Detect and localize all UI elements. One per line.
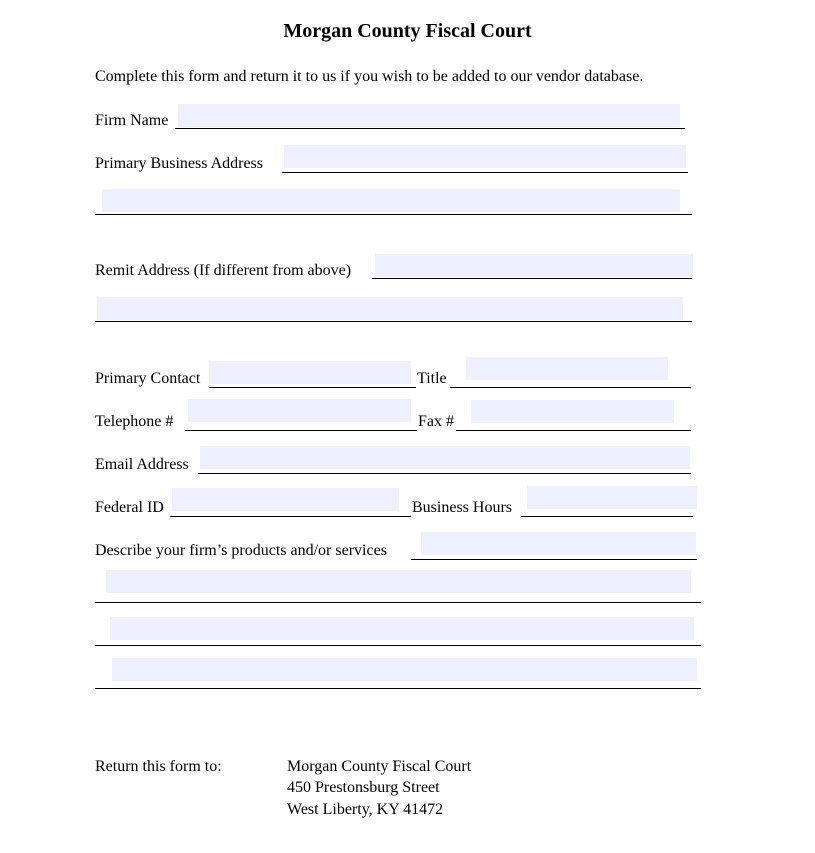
business-hours-field[interactable] (527, 486, 697, 509)
products-services-underline-2 (95, 602, 701, 603)
remit-address-underline (372, 278, 692, 279)
business-address-field[interactable] (284, 145, 686, 168)
telephone-underline (185, 430, 417, 431)
federal-id-field[interactable] (172, 488, 399, 511)
business-address-label: Primary Business Address (95, 155, 263, 172)
form-title: Morgan County Fiscal Court (283, 20, 532, 42)
fax-field[interactable] (471, 400, 674, 423)
email-label: Email Address (95, 456, 189, 473)
business-address-field-2[interactable] (102, 189, 680, 212)
products-services-field-3[interactable] (110, 617, 694, 640)
federal-id-underline (170, 516, 411, 517)
products-services-label: Describe your firm’s products and/or services (95, 542, 387, 559)
products-services-field-2[interactable] (106, 570, 691, 593)
business-hours-underline (521, 516, 693, 517)
email-field[interactable] (200, 446, 690, 469)
products-services-underline-3 (95, 645, 701, 646)
fax-label: Fax # (418, 413, 454, 430)
telephone-label: Telephone # (95, 413, 174, 430)
return-city: West Liberty, KY 41472 (287, 801, 444, 818)
form-instructions: Complete this form and return it to us if you wish to be added to our vendor database. (95, 68, 644, 85)
return-street: 450 Prestonsburg Street (287, 779, 440, 796)
business-address-underline (282, 172, 688, 173)
title-underline (450, 387, 691, 388)
firm-name-label: Firm Name (95, 112, 169, 129)
products-services-field[interactable] (421, 532, 696, 555)
products-services-field-4[interactable] (112, 658, 697, 681)
primary-contact-field[interactable] (209, 361, 411, 384)
title-label: Title (417, 370, 447, 387)
products-services-underline-4 (95, 688, 701, 689)
firm-name-underline (175, 128, 685, 129)
remit-address-label: Remit Address (If different from above) (95, 262, 352, 279)
email-underline (198, 473, 691, 474)
business-address-underline-2 (95, 214, 692, 215)
remit-address-field-2[interactable] (97, 297, 683, 320)
telephone-field[interactable] (188, 399, 411, 422)
products-services-underline (411, 559, 697, 560)
remit-address-underline-2 (95, 321, 692, 322)
remit-address-field[interactable] (375, 254, 693, 277)
firm-name-field[interactable] (178, 104, 680, 127)
fax-underline (456, 430, 691, 431)
business-hours-label: Business Hours (412, 499, 513, 516)
federal-id-label: Federal ID (95, 499, 164, 516)
title-field[interactable] (466, 357, 668, 380)
primary-contact-underline (209, 387, 416, 388)
return-to-label: Return this form to: (95, 758, 222, 775)
primary-contact-label: Primary Contact (95, 370, 201, 387)
return-name: Morgan County Fiscal Court (287, 758, 472, 775)
